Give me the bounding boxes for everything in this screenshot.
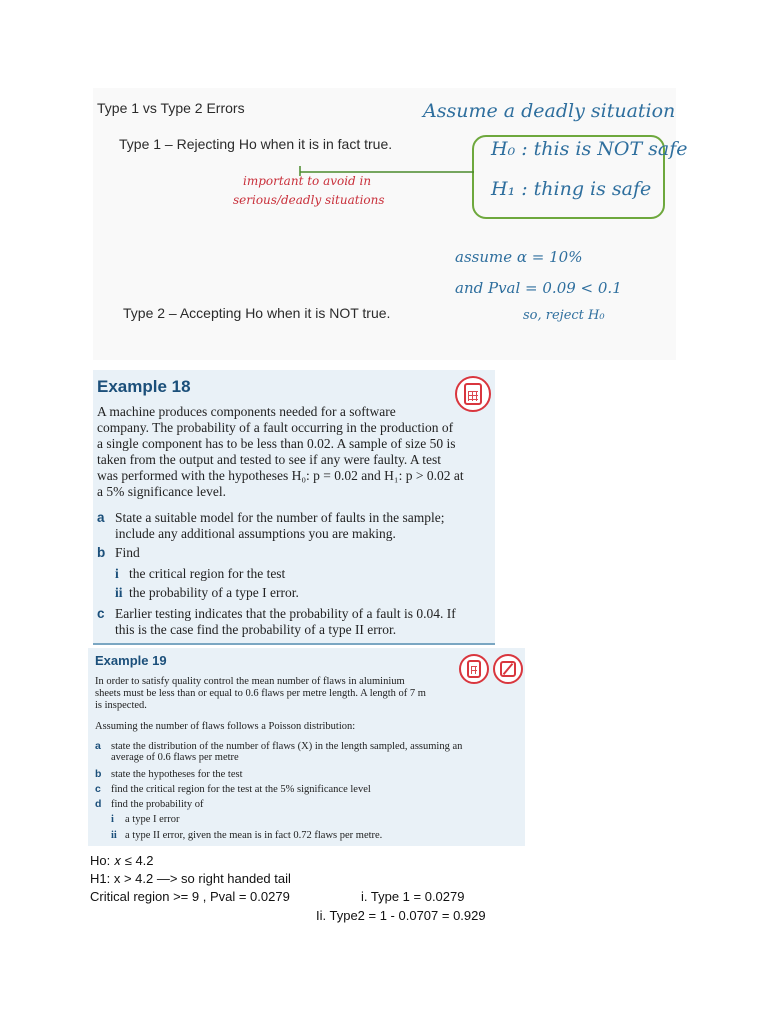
part-b-i-label: i: [115, 566, 119, 581]
answer-h0: Ho: 𝑥 ≤ 4.2: [90, 853, 154, 868]
ex19-part-d-i: [111, 814, 180, 827]
avoid-annotation-line1: important to avoid in: [243, 174, 372, 188]
example-18-title: Example 18: [97, 377, 191, 396]
example-18-box: [93, 370, 495, 645]
part-b-ii-label: ii: [115, 585, 123, 600]
assume-annotation: Assume a deadly situation: [423, 100, 676, 122]
h1-annotation: H₁ : thing is safe: [491, 178, 652, 200]
part-b-i: [115, 566, 285, 582]
notes-panel: [93, 88, 688, 360]
example-18-intro-line: company. The probability of a fault occurring in the production of: [97, 420, 454, 435]
example-18-intro-line: was performed with the hypotheses H₀: p = 0.02 and H₁: p > 0.02 at: [97, 468, 464, 483]
part-b-ii-text: the probability of a type I error.: [129, 585, 299, 600]
ex19-part-b: [95, 768, 243, 782]
calculator-icon: [455, 376, 491, 412]
answer-critical-region: Critical region >= 9 , Pval = 0.0279: [90, 889, 290, 904]
ex19-part-d-ii: [111, 830, 382, 843]
ex19-part-d: [95, 798, 203, 812]
example-19-box: [88, 648, 525, 846]
example-18-intro-line: A machine produces components needed for a software: [97, 404, 396, 419]
example-18-intro-line: taken from the output and tested to see if any were faulty. A test: [97, 452, 442, 467]
example-18-intro-line: a single component has to be less than 0.02. A sample of size 50 is: [97, 436, 456, 451]
ex19-part-a-continued: average of 0.6 flaws per metre: [111, 752, 239, 763]
ex19-part-d-i-label: i: [111, 814, 114, 825]
ex19-part-c-text: find the critical region for the test at the 5% significance level: [111, 784, 371, 795]
ex19-part-d-label: d: [95, 798, 102, 810]
part-b-i-text: the critical region for the test: [129, 566, 286, 581]
part-a-continued: include any additional assumptions you are making.: [115, 526, 396, 541]
ex19-part-d-i-text: a type I error: [125, 814, 180, 825]
ex19-part-b-text: state the hypotheses for the test: [111, 769, 243, 780]
part-b-text: Find: [115, 545, 140, 560]
avoid-annotation-line2: serious/deadly situations: [233, 193, 385, 207]
example-19-intro-line: sheets must be less than or equal to 0.6 flaws per metre length. A length of 7 m: [95, 688, 426, 699]
part-a: [97, 510, 445, 526]
part-a-text: State a suitable model for the number of faults in the sample;: [115, 510, 445, 525]
type1-definition: Type 1 – Rejecting Ho when it is in fact true.: [119, 136, 393, 152]
answer-h1: H1: x > 4.2 —> so right handed tail: [90, 871, 291, 886]
pval-annotation: and Pval = 0.09 < 0.1: [455, 279, 622, 297]
part-b: [97, 545, 140, 561]
ex19-part-d-ii-label: ii: [111, 830, 117, 841]
part-b-label: b: [97, 545, 106, 560]
example-19-assuming: Assuming the number of flaws follows a Poisson distribution:: [95, 721, 356, 732]
ex19-part-d-text: find the probability of: [111, 799, 204, 810]
pencil-icon: [493, 654, 523, 684]
reject-annotation: so, reject H₀: [523, 308, 605, 323]
part-c: [97, 606, 456, 622]
type2-definition: Type 2 – Accepting Ho when it is NOT true.: [123, 305, 391, 321]
ex19-part-c-label: c: [95, 783, 101, 795]
calculator-icon: [459, 654, 489, 684]
example-19-intro-line: is inspected.: [95, 700, 147, 711]
ex19-part-c: [95, 783, 371, 797]
part-a-label: a: [97, 510, 105, 525]
notes-heading: Type 1 vs Type 2 Errors: [97, 100, 245, 116]
ex19-part-d-ii-text: a type II error, given the mean is in fact 0.72 flaws per metre.: [125, 830, 383, 841]
ex19-part-a-text: state the distribution of the number of flaws (X) in the length sampled, assuming an: [111, 741, 463, 752]
part-c-text: Earlier testing indicates that the probability of a fault is 0.04. If: [115, 606, 456, 621]
part-c-label: c: [97, 606, 105, 621]
example-18-intro-line: a 5% significance level.: [97, 484, 226, 499]
part-c-continued: this is the case find the probability of a type II error.: [115, 622, 397, 637]
ex19-part-a-label: a: [95, 740, 101, 752]
ex19-part-b-label: b: [95, 768, 102, 780]
alpha-annotation: assume α = 10%: [455, 248, 583, 266]
example-19-intro-line: In order to satisfy quality control the mean number of flaws in aluminium: [95, 676, 405, 687]
part-b-ii: [115, 585, 299, 601]
h0-annotation: H₀ : this is NOT safe: [491, 138, 688, 160]
example-19-title: Example 19: [95, 653, 167, 668]
answer-type2: Ii. Type2 = 1 - 0.0707 = 0.929: [316, 908, 486, 923]
answer-type1: i. Type 1 = 0.0279: [361, 889, 465, 904]
